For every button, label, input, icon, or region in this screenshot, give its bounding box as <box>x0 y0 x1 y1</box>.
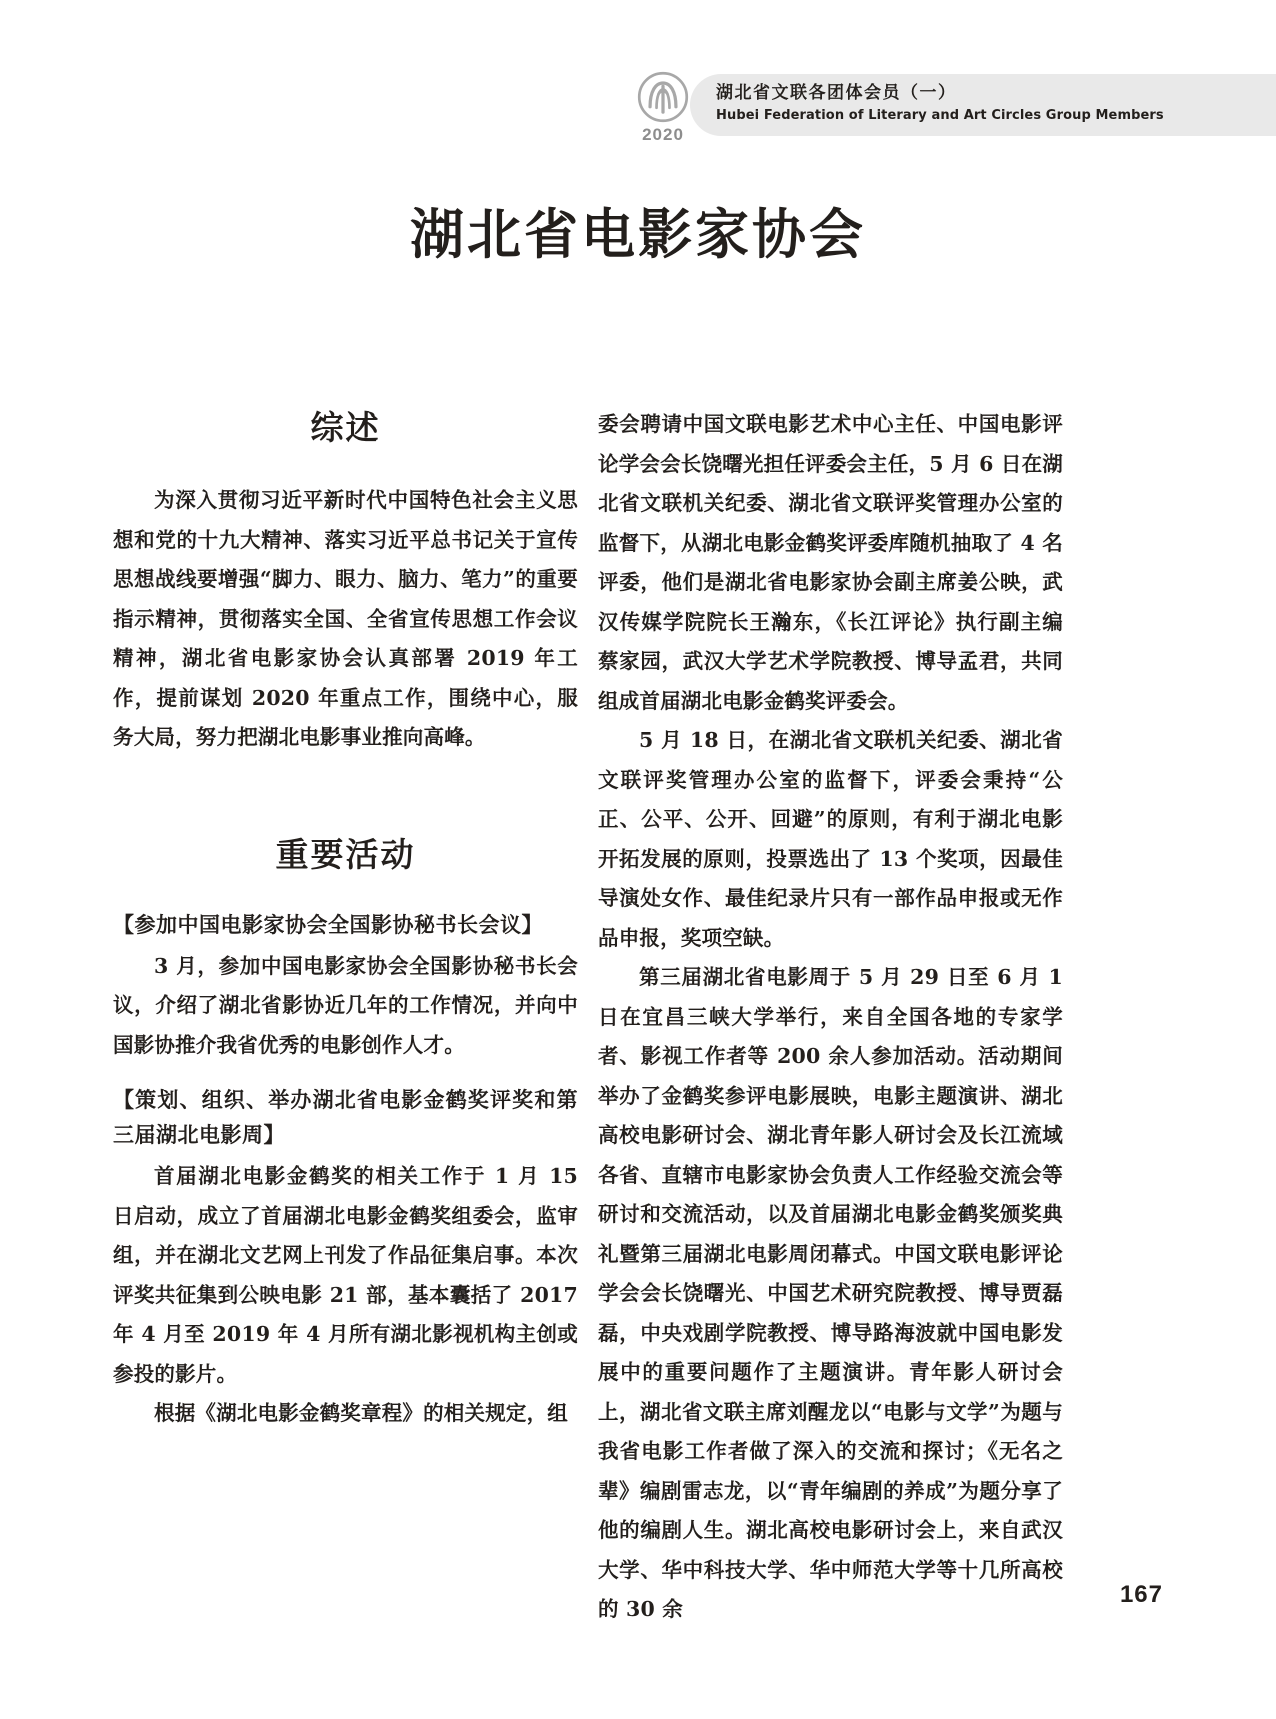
subsection-1-paragraph: 3 月，参加中国电影家协会全国影协秘书长会议，介绍了湖北省影协近几年的工作情况，并向中国影协推介我省优秀的电影创作人才。 <box>113 953 578 1057</box>
header-year: 2020 <box>642 125 684 144</box>
header-logo <box>628 70 698 152</box>
subsection-2-paragraph-2: 根据《湖北电影金鹤奖章程》的相关规定，组 <box>154 1401 568 1425</box>
section-heading-overview: 综述 <box>310 408 381 447</box>
subsection-heading-1: 【参加中国电影家协会全国影协秘书长会议】 <box>113 912 543 937</box>
right-paragraph-1: 委会聘请中国文联电影艺术中心主任、中国电影评论学会会长饶曙光担任评委会主任，5 月 6 日在湖北省文联机关纪委、湖北省文联评奖管理办公室的监督下，从湖北电影金鹤奖评委库随机抽取了 4 名评委，他们是湖北省电影家协会副主席姜公映，武汉传媒学院院长王瀚东，《长江评论》执行副主编蔡家园，武汉大学艺术学院教授、博导孟君，共同组成首届湖北电影金鹤奖评委会。 <box>598 412 1063 713</box>
right-paragraph-3: 第三届湖北省电影周于 5 月 29 日至 6 月 1 日在宜昌三峡大学举行，来自全国各地的专家学者、影视工作者等 200 余人参加活动。活动期间举办了金鹤奖参评电影展映，电影主题演讲、湖北高校电影研讨会、湖北青年影人研讨会及长江流域各省、直辖市电影家协会负责人工作经验交流会等研讨和交流活动，以及首届湖北电影金鹤奖颁奖典礼暨第三届湖北电影周闭幕式。中国文联电影评论学会会长饶曙光、中国艺术研究院教授、博导贾磊磊，中央戏剧学院教授、博导路海波就中国电影发展中的重要问题作了主题演讲。青年影人研讨会上，湖北省文联主席刘醒龙以“电影与文学”为题与我省电影工作者做了深入的交流和探讨；《无名之辈》编剧雷志龙，以“青年编剧的养成”为题分享了他的编剧人生。湖北高校电影研讨会上，来自武汉大学、华中科技大学、华中师范大学等十几所高校的 30 余 <box>598 965 1063 1621</box>
subsection-heading-2: 【策划、组织、举办湖北省电影金鹤奖评奖和第三届湖北电影周】 <box>113 1088 578 1147</box>
page-number: 167 <box>1119 1581 1163 1608</box>
running-header-text <box>716 80 1164 126</box>
right-column <box>598 405 1063 1630</box>
page-title: 湖北省电影家协会 <box>410 202 866 266</box>
subsection-2-paragraph-1: 首届湖北电影金鹤奖的相关工作于 1 月 15 日启动，成立了首届湖北电影金鹤奖组委会，监审组，并在湖北文艺网上刊发了作品征集启事。本次评奖共征集到公映电影 21 部，基本囊括了 2017 年 4 月至 2019 年 4 月所有湖北影视机构主创或参投的影片。 <box>113 1164 578 1386</box>
right-paragraph-2: 5 月 18 日，在湖北省文联机关纪委、湖北省文联评奖管理办公室的监督下，评委会秉持“公正、公平、公开、回避”的原则，有利于湖北电影开拓发展的原则，投票选出了 13 个奖项，因最佳导演处女作、最佳纪录片只有一部作品申报或无作品申报，奖项空缺。 <box>598 728 1063 950</box>
left-column <box>113 405 578 1434</box>
section-heading-activities: 重要活动 <box>275 834 416 874</box>
federation-emblem-icon <box>636 70 690 124</box>
running-header <box>0 74 1276 144</box>
overview-paragraph: 为深入贯彻习近平新时代中国特色社会主义思想和党的十九大精神、落实习近平总书记关于宣传思想战线要增强“脚力、眼力、脑力、笔力”的重要指示精神，贯彻落实全国、全省宣传思想工作会议精神，湖北省电影家协会认真部署 2019 年工作，提前谋划 2020 年重点工作，围绕中心，服务大局，努力把湖北电影事业推向高峰。 <box>113 488 578 749</box>
running-header-title-cn: 湖北省文联各团体会员（一） <box>716 83 957 103</box>
running-header-title-en: Hubei Federation of Literary and Art Circles Group Members <box>716 108 1164 123</box>
